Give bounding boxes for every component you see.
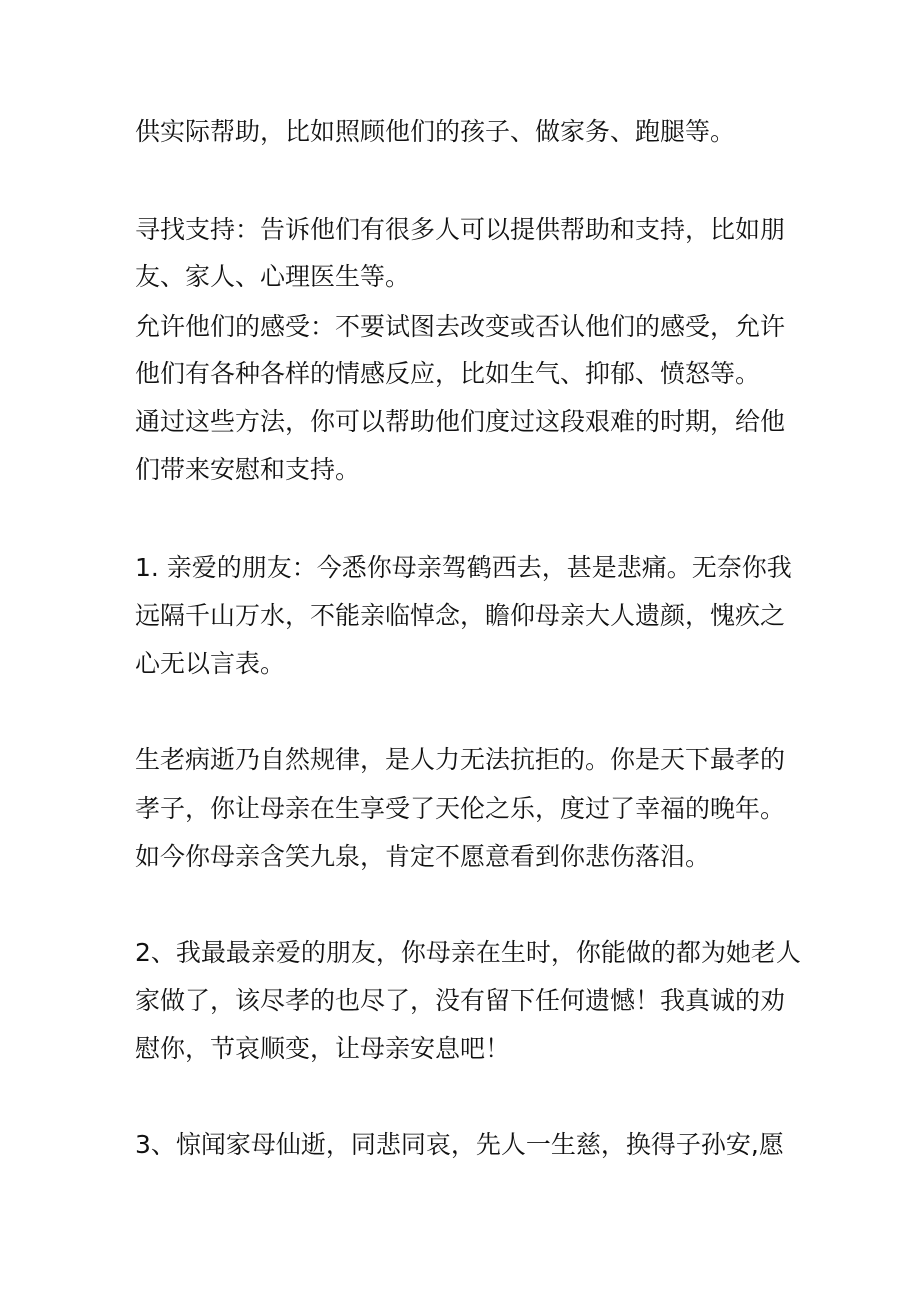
- text-line: 们带来安慰和支持。: [135, 455, 361, 484]
- text-line: 供实际帮助，比如照顾他们的孩子、做家务、跑腿等。: [135, 117, 736, 146]
- text-line: 他们有各种各样的情感反应，比如生气、抑郁、愤怒等。: [135, 359, 761, 388]
- text-line: 家做了，该尽孝的也尽了，没有留下任何遗憾！我真诚的劝: [135, 986, 786, 1015]
- text-line: 通过这些方法，你可以帮助他们度过这段艰难的时期，给他: [135, 407, 786, 436]
- text-line: 允许他们的感受：不要试图去改变或否认他们的感受，允许: [135, 312, 786, 341]
- text-line: 2、我最最亲爱的朋友，你母亲在生时，你能做的都为她老人: [135, 938, 801, 967]
- text-line: 心无以言表。: [135, 649, 286, 678]
- text-line: 慰你，节哀顺变，让母亲安息吧！: [135, 1034, 511, 1063]
- text-line: 生老病逝乃自然规律，是人力无法抗拒的。你是天下最孝的: [135, 745, 786, 774]
- text-line: 孝子，你让母亲在生享受了天伦之乐，度过了幸福的晚年。: [135, 794, 786, 823]
- text-line: 寻找支持：告诉他们有很多人可以提供帮助和支持，比如朋: [135, 215, 786, 244]
- text-line: 远隔千山万水，不能亲临悼念，瞻仰母亲大人遗颜，愧疚之: [135, 601, 786, 630]
- text-line: 3、惊闻家母仙逝，同悲同哀，先人一生慈，换得子孙安,愿: [135, 1130, 784, 1159]
- text-line: 1. 亲爱的朋友：今悉你母亲驾鹤西去，甚是悲痛。无奈你我: [135, 553, 792, 582]
- text-line: 友、家人、心理医生等。: [135, 262, 411, 291]
- text-line: 如今你母亲含笑九泉，肯定不愿意看到你悲伤落泪。: [135, 842, 711, 871]
